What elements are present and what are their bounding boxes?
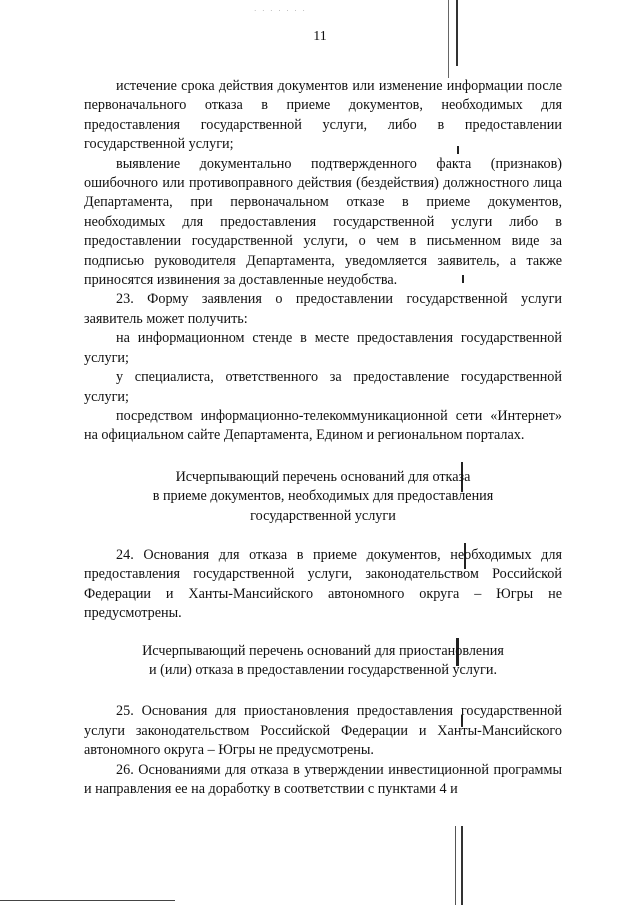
document-body [84,77,562,799]
scan-noise: · · · · · · · [254,7,307,15]
paragraph-internet: посредством информационно-телекоммуникационной сети «Интернет» на официальном сайте Департамента, Едином и региональном порталах. [84,407,562,444]
paragraph-24: 24. Основания для отказа в приеме документов, необходимых для предоставления государственной услуги, законодательством Российской Федерации и Ханты-Мансийского автономного округа – Югры не предусмотрены. [84,546,562,622]
paragraph-25: 25. Основания для приостановления предоставления государственной услуги законодательством Российской Федерации и Ханты-Мансийского автономного округа – Югры не предусмотрены. [84,703,562,759]
section-heading-refusal-line-3: государственной услуги [250,507,396,524]
paragraph-document-expiry: истечение срока действия документов или изменение информации после первоначального отказа в приеме документов, необходимых для предоставления государственной услуги, либо в предоставлении государственной услуги; [84,78,562,153]
bottom-edge-line [0,900,175,901]
paragraph-error-detection: выявление документально подтвержденного факта (признаков) ошибочного или противоправного действия (бездействия) должностного лица Департамента, при первоначальном отказе в приеме документов, необходимых для предоставления государственной услуги либо в предоставлении государственной услуги, о чем в письменном виде за подписью руководителя Департамента, уведомляется заявитель, а также приносятся извинения за доставленные неудобства. [84,155,562,289]
section-heading-suspension-line-2: и (или) отказа в предоставлении государственной услуги. [148,661,497,678]
page-number: 11 [313,29,327,44]
section-heading-refusal-line-2: в приеме документов, необходимых для предоставления [152,488,494,505]
section-heading-suspension-line-1: Исчерпывающий перечень оснований для приостановления [142,642,504,659]
section-heading-refusal-line-1: Исчерпывающий перечень оснований для отказа [175,468,471,485]
paragraph-info-stand: на информационном стенде в месте предоставления государственной услуги; [84,330,562,366]
paragraph-specialist: у специалиста, ответственного за предоставление государственной услуги; [84,369,562,405]
scan-artifact-line [461,826,463,905]
paragraph-23: 23. Форму заявления о предоставлении государственной услуги заявитель может получить: [84,291,562,327]
paragraph-26: 26. Основаниями для отказа в утверждении инвестиционной программы и направления ее на доработку в соответствии с пунктами 4 и [84,761,562,797]
scan-artifact-line [455,826,456,905]
